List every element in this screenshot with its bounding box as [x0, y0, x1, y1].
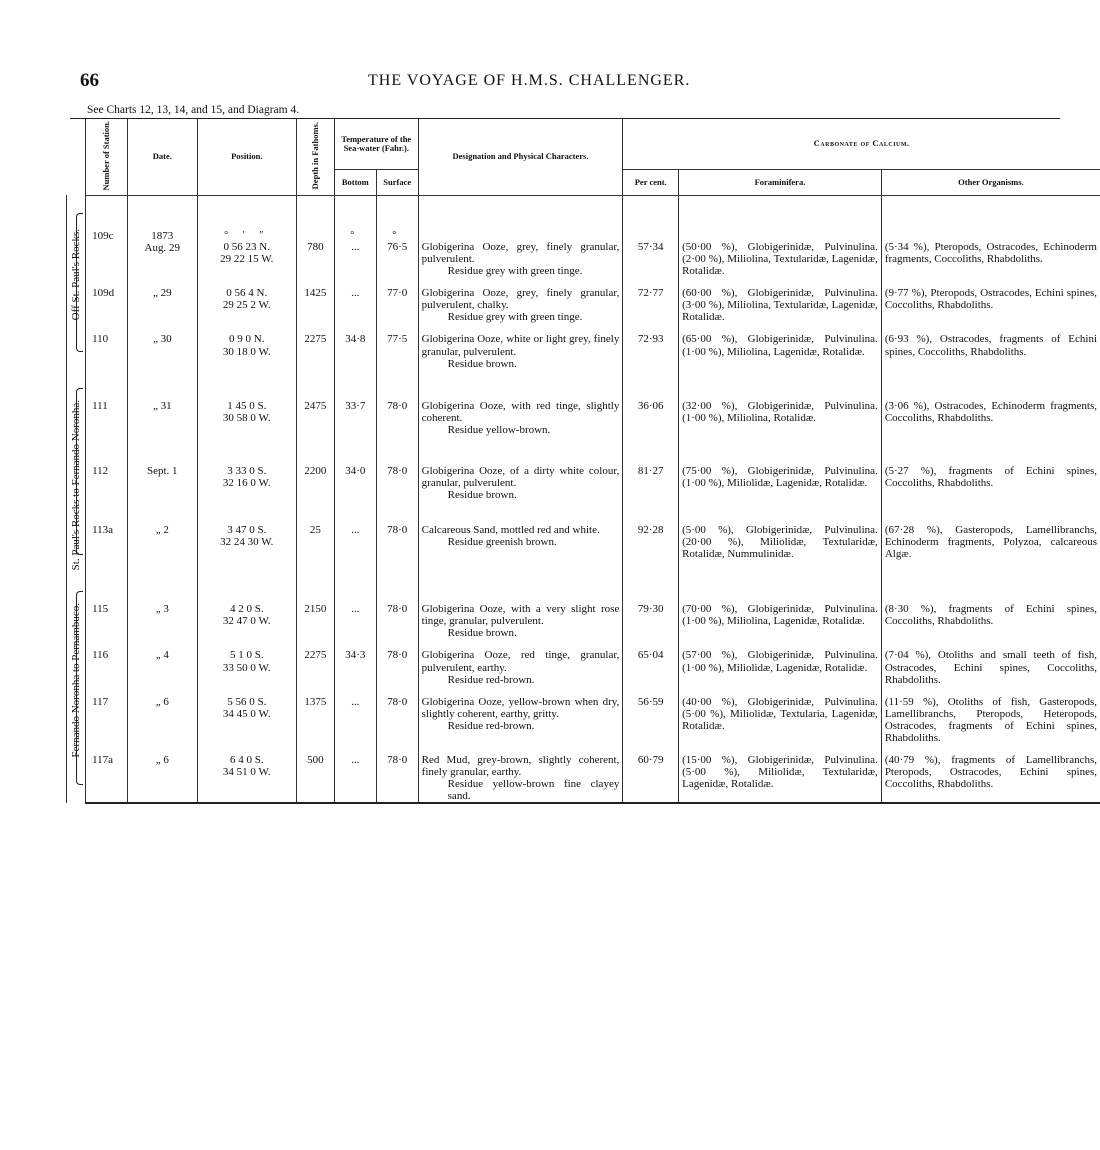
station-designation: Globigerina Ooze, yellow-brown when dry, slightly coherent, earthy, gritty. Residue red-brown.	[418, 686, 623, 744]
station-lon: 32 47 0 W.	[222, 615, 271, 628]
station-residue: Residue greenish brown.	[447, 535, 557, 548]
header-other-organisms: Other Organisms.	[881, 169, 1100, 195]
station-position	[197, 514, 296, 573]
table-row	[67, 639, 1100, 685]
station-bottom-temp: 34·8	[334, 323, 376, 369]
station-residue: Residue brown.	[447, 627, 517, 640]
group-label-noronha: St. Paul's Rocks to Fernando Noronha.	[67, 370, 86, 573]
station-date: „ 31	[127, 370, 197, 455]
group-label-st-pauls: Off St. Paul's Rocks.	[67, 195, 86, 369]
station-depth: 2475	[296, 370, 334, 455]
station-designation: Calcareous Sand, mottled red and white. Residue greenish brown.	[418, 514, 623, 573]
station-position	[197, 277, 296, 323]
station-foraminifera: (70·00 %), Globigerinidæ, Pulvinulina. (1·00 %), Miliolina, Lagenidæ, Rotalidæ.	[679, 573, 882, 639]
station-residue: Residue brown.	[447, 488, 517, 501]
station-surface-temp: 78·0	[376, 686, 418, 744]
station-surface-temp: ° 76·5	[376, 195, 418, 277]
station-date: „ 29	[127, 277, 197, 323]
station-bottom-temp: 34·3	[334, 639, 376, 685]
station-bottom-temp: ...	[334, 686, 376, 744]
station-depth: 500	[296, 744, 334, 803]
table-row	[67, 323, 1100, 369]
station-other-organisms: (67·28 %), Gasteropods, Lamellibranchs, Echinoderm fragments, Polyzoa, calcareous Algæ.	[881, 514, 1100, 573]
station-other-organisms: (11·59 %), Otoliths of fish, Gasteropods, Lamellibranchs, Pteropods, Heteropods, Ostracodes, fragments of Echini spines, Rhabdoliths.	[881, 686, 1100, 744]
station-depth: 25	[296, 514, 334, 573]
station-bottom-temp: ° ...	[334, 195, 376, 277]
station-surface-temp: 78·0	[376, 573, 418, 639]
header-carbonate: Carbonate of Calcium.	[623, 119, 1100, 169]
station-depth: 2200	[296, 455, 334, 514]
station-position	[197, 639, 296, 685]
station-lon: 34 45 0 W.	[222, 707, 271, 720]
station-lat: 0 9 0 N.	[229, 333, 265, 346]
station-surface-temp: 78·0	[376, 744, 418, 803]
station-year: 1873	[151, 229, 174, 242]
station-lon: 30 18 0 W.	[222, 345, 271, 358]
station-residue: Residue brown.	[447, 357, 517, 370]
station-number: 111	[86, 370, 128, 455]
station-designation: Globigerina Ooze, with red tinge, slightly coherent. Residue yellow-brown.	[418, 370, 623, 455]
station-foraminifera: (40·00 %), Globigerinidæ, Pulvinulina. (5·00 %), Miliolidæ, Textularia, Lagenidæ, Rotalidæ.	[679, 686, 882, 744]
header-surface: Surface	[376, 169, 418, 195]
station-lat: 5 1 0 S.	[229, 649, 264, 662]
station-lon: 29 22 15 W.	[220, 252, 274, 265]
station-other-organisms: (9·77 %), Pteropods, Ostracodes, Echini spines, Coccoliths, Rhabdoliths.	[881, 277, 1100, 323]
station-surface-temp: 78·0	[376, 370, 418, 455]
station-bottom-temp: 34·0	[334, 455, 376, 514]
station-bottom-temp: ...	[334, 277, 376, 323]
station-lat: 3 33 0 S.	[227, 464, 267, 477]
group-label-pernambuco: Fernando Noronha to Pernambuco.	[67, 573, 86, 803]
station-lat: 5 56 0 S.	[227, 695, 267, 708]
station-per-cent: 72·93	[623, 323, 679, 369]
station-surface-temp: 77·5	[376, 323, 418, 369]
station-lat: 0 56 4 N.	[226, 287, 268, 300]
group-header-spacer	[67, 119, 86, 195]
header-bottom: Bottom	[334, 169, 376, 195]
station-surface-temp: 78·0	[376, 514, 418, 573]
station-designation: Globigerina Ooze, with a very slight rose tinge, granular, pulverulent. Residue brown.	[418, 573, 623, 639]
station-foraminifera: (57·00 %), Globigerinidæ, Pulvinulina. (1·00 %), Miliolidæ, Lagenidæ, Rotalidæ.	[679, 639, 882, 685]
header-number-of-station: Number of Station.	[86, 119, 128, 195]
station-date: „ 30	[127, 323, 197, 369]
header-position: Position.	[197, 119, 296, 195]
station-foraminifera: (65·00 %), Globigerinidæ, Pulvinulina. (1·00 %), Miliolina, Lagenidæ, Rotalidæ.	[679, 323, 882, 369]
station-per-cent: 79·30	[623, 573, 679, 639]
station-residue: Residue yellow-brown fine clayey sand.	[447, 778, 620, 803]
table-row	[67, 686, 1100, 744]
header-depth: Depth in Fathoms.	[296, 119, 334, 195]
station-other-organisms: (5·34 %), Pteropods, Ostracodes, Echinoderm fragments, Coccoliths, Rhabdoliths.	[881, 195, 1100, 277]
station-residue: Residue red-brown.	[447, 719, 535, 732]
station-designation: Red Mud, grey-brown, slightly coherent, finely granular, earthy. Residue yellow-brown fine clayey sand.	[418, 744, 623, 803]
station-number: 109c	[86, 195, 128, 277]
station-lon: 29 25 2 W.	[222, 299, 271, 312]
station-depth: 1425	[296, 277, 334, 323]
station-other-organisms: (40·79 %), fragments of Lamellibranchs, Pteropods, Ostracodes, Echini spines, Coccoliths, Rhabdoliths.	[881, 744, 1100, 803]
station-number: 109d	[86, 277, 128, 323]
header-designation: Designation and Physical Characters.	[418, 119, 623, 195]
table-row	[67, 195, 1100, 277]
station-date	[127, 195, 197, 277]
temperature-unit: °	[350, 229, 361, 241]
station-per-cent: 92·28	[623, 514, 679, 573]
station-surface-temp: 78·0	[376, 455, 418, 514]
table-row	[67, 370, 1100, 455]
running-title: THE VOYAGE OF H.M.S. CHALLENGER.	[368, 72, 691, 89]
position-units: ° ′ ″	[224, 229, 270, 241]
station-other-organisms: (3·06 %), Ostracodes, Echinoderm fragments, Coccoliths, Rhabdoliths.	[881, 370, 1100, 455]
station-other-organisms: (7·04 %), Otoliths and small teeth of fish, Ostracodes, Echini spines, Coccoliths, Rhabdoliths.	[881, 639, 1100, 685]
station-other-organisms: (8·30 %), fragments of Echini spines, Coccoliths, Rhabdoliths.	[881, 573, 1100, 639]
station-lon: 32 16 0 W.	[222, 476, 271, 489]
station-number: 112	[86, 455, 128, 514]
station-lat: 6 4 0 S.	[229, 754, 264, 767]
station-residue: Residue yellow-brown.	[447, 423, 551, 436]
station-depth: 2275	[296, 639, 334, 685]
station-residue: Residue red-brown.	[447, 673, 535, 686]
station-lon: 32 24 30 W.	[220, 535, 274, 548]
station-number: 117a	[86, 744, 128, 803]
station-per-cent: 81·27	[623, 455, 679, 514]
station-foraminifera: (15·00 %), Globigerinidæ, Pulvinulina. (5·00 %), Miliolidæ, Textularidæ, Lagenidæ, Rotalidæ.	[679, 744, 882, 803]
station-designation: Globigerina Ooze, grey, finely granular, pulverulent. Residue grey with green tinge.	[418, 195, 623, 277]
station-lon: 34 51 0 W.	[222, 766, 271, 779]
station-date: „ 6	[127, 686, 197, 744]
station-lon: 33 50 0 W.	[222, 661, 271, 674]
station-number: 113a	[86, 514, 128, 573]
station-surface-temp: 77·0	[376, 277, 418, 323]
station-position	[197, 686, 296, 744]
station-depth: 1375	[296, 686, 334, 744]
station-designation: Globigerina Ooze, red tinge, granular, pulverulent, earthy. Residue red-brown.	[418, 639, 623, 685]
header-row-1	[67, 119, 1100, 169]
station-position	[197, 323, 296, 369]
header-foraminifera: Foraminifera.	[679, 169, 882, 195]
station-bottom-temp: 33·7	[334, 370, 376, 455]
station-foraminifera: (5·00 %), Globigerinidæ, Pulvinulina. (20·00 %), Miliolidæ, Textularidæ, Rotalidæ, Nummulinidæ.	[679, 514, 882, 573]
station-designation: Globigerina Ooze, grey, finely granular, pulverulent, chalky. Residue grey with green tinge.	[418, 277, 623, 323]
station-foraminifera: (32·00 %), Globigerinidæ, Pulvinulina. (1·00 %), Miliolina, Rotalidæ.	[679, 370, 882, 455]
charts-reference: See Charts 12, 13, 14, and 15, and Diagram 4.	[87, 104, 300, 116]
station-date: Sept. 1	[127, 455, 197, 514]
station-lon: 30 58 0 W.	[222, 411, 271, 424]
station-residue: Residue grey with green tinge.	[447, 311, 583, 324]
station-day: Aug. 29	[144, 241, 180, 254]
station-bottom-temp: ...	[334, 744, 376, 803]
station-designation: Globigerina Ooze, of a dirty white colour, granular, pulverulent. Residue brown.	[418, 455, 623, 514]
station-position	[197, 573, 296, 639]
station-position	[197, 744, 296, 803]
station-per-cent: 36·06	[623, 370, 679, 455]
station-lat: 0 56 23 N.	[223, 240, 270, 253]
station-surface-temp: 78·0	[376, 639, 418, 685]
station-position	[197, 455, 296, 514]
station-foraminifera: (50·00 %), Globigerinidæ, Pulvinulina. (2·00 %), Miliolina, Textularidæ, Lagenidæ, Rotalidæ.	[679, 195, 882, 277]
station-designation: Globigerina Ooze, white or light grey, finely granular, pulverulent. Residue brown.	[418, 323, 623, 369]
station-position	[197, 370, 296, 455]
station-depth: 2275	[296, 323, 334, 369]
station-lat: 3 47 0 S.	[227, 523, 267, 536]
header-per-cent: Per cent.	[623, 169, 679, 195]
station-lat: 1 45 0 S.	[227, 399, 267, 412]
station-bottom-temp: ...	[334, 514, 376, 573]
table-row	[67, 573, 1100, 639]
station-per-cent: 65·04	[623, 639, 679, 685]
temperature-unit: °	[392, 229, 403, 241]
station-date: „ 3	[127, 573, 197, 639]
station-per-cent: 60·79	[623, 744, 679, 803]
station-bottom-temp: ...	[334, 573, 376, 639]
station-per-cent: 57·34	[623, 195, 679, 277]
station-foraminifera: (60·00 %), Globigerinidæ, Pulvinulina. (3·00 %), Miliolina, Textularidæ, Lagenidæ, Rotalidæ.	[679, 277, 882, 323]
station-number: 116	[86, 639, 128, 685]
header-date: Date.	[127, 119, 197, 195]
station-date: „ 6	[127, 744, 197, 803]
page-number: 66	[80, 70, 99, 91]
station-per-cent: 72·77	[623, 277, 679, 323]
station-other-organisms: (5·27 %), fragments of Echini spines, Coccoliths, Rhabdoliths.	[881, 455, 1100, 514]
station-lat: 4 2 0 S.	[229, 603, 264, 616]
station-foraminifera: (75·00 %), Globigerinidæ, Pulvinulina. (1·00 %), Miliolidæ, Lagenidæ, Rotalidæ.	[679, 455, 882, 514]
station-date: „ 4	[127, 639, 197, 685]
station-number: 117	[86, 686, 128, 744]
station-residue: Residue grey with green tinge.	[447, 265, 583, 278]
stations-table	[66, 119, 1100, 804]
table-row	[67, 277, 1100, 323]
station-depth: 2150	[296, 573, 334, 639]
table-row	[67, 514, 1100, 573]
station-number: 115	[86, 573, 128, 639]
station-depth: 780	[296, 195, 334, 277]
header-temperature: Temperature of the Sea-water (Fahr.).	[334, 119, 418, 169]
table-row	[67, 455, 1100, 514]
station-number: 110	[86, 323, 128, 369]
station-per-cent: 56·59	[623, 686, 679, 744]
station-other-organisms: (6·93 %), Ostracodes, fragments of Echini spines, Coccoliths, Rhabdoliths.	[881, 323, 1100, 369]
table-row	[67, 744, 1100, 803]
station-date: „ 2	[127, 514, 197, 573]
station-position	[197, 195, 296, 277]
